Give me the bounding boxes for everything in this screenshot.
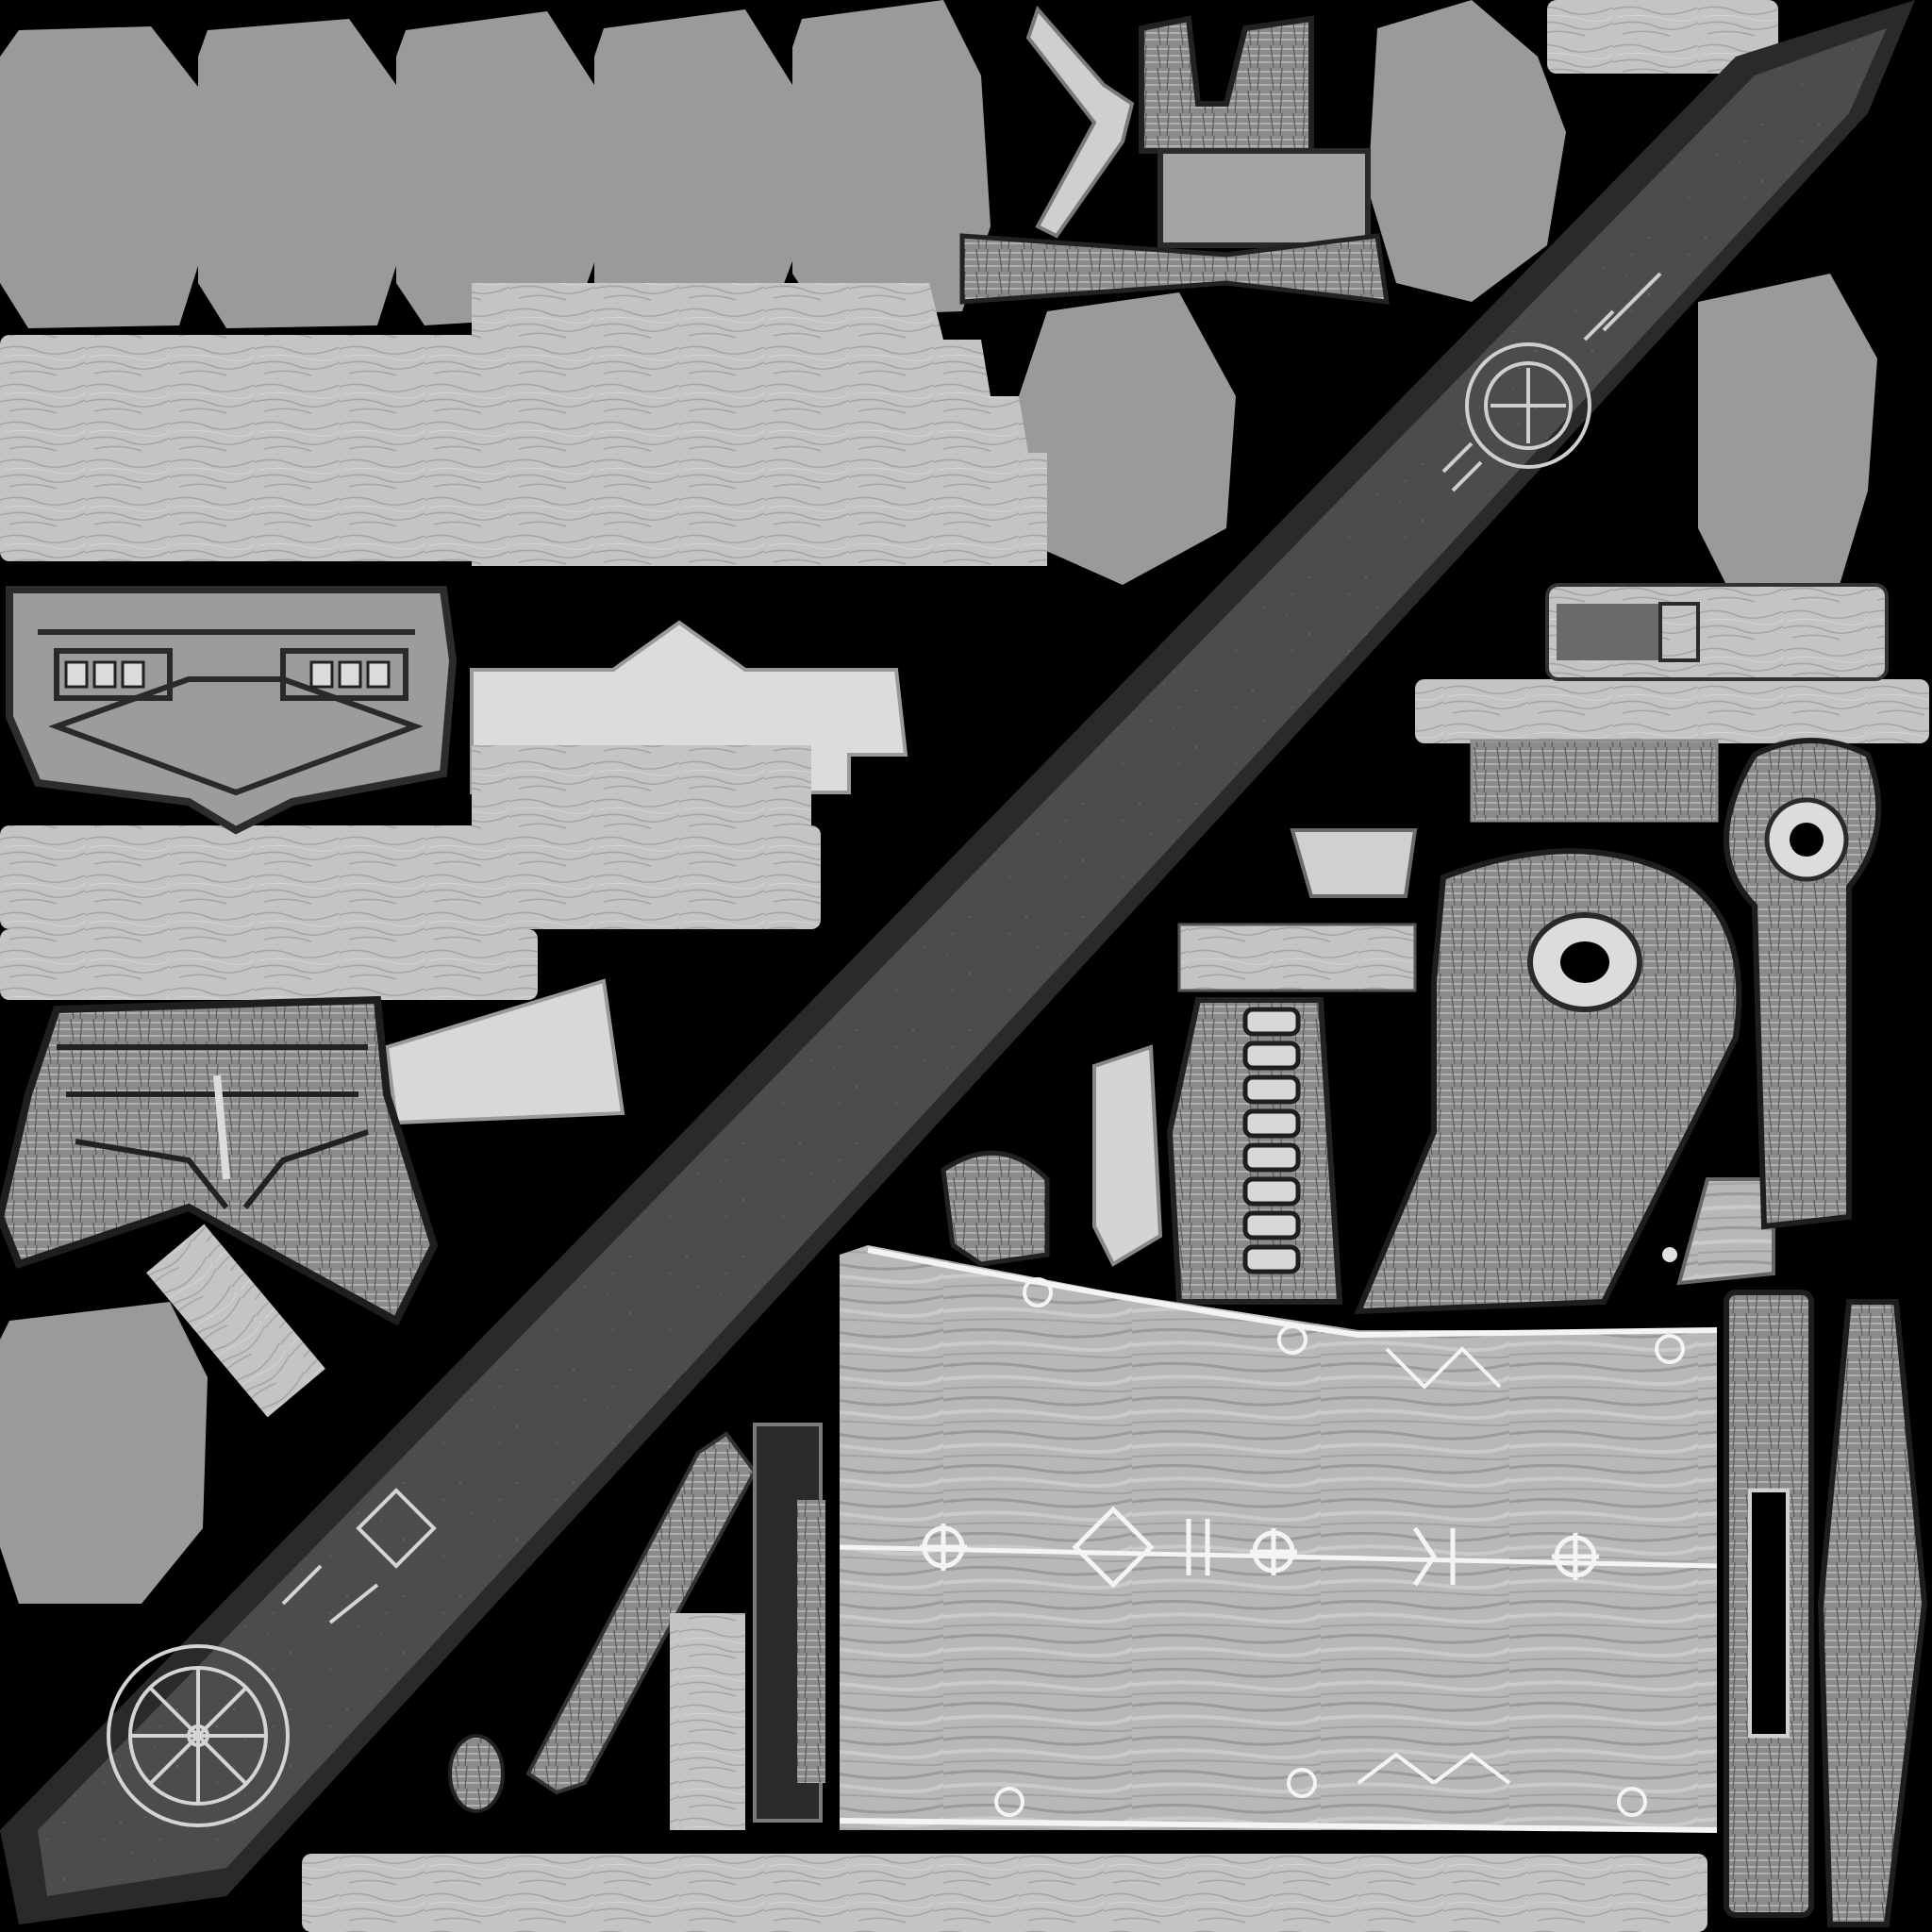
- rune-wood-panel: [840, 1245, 1717, 1830]
